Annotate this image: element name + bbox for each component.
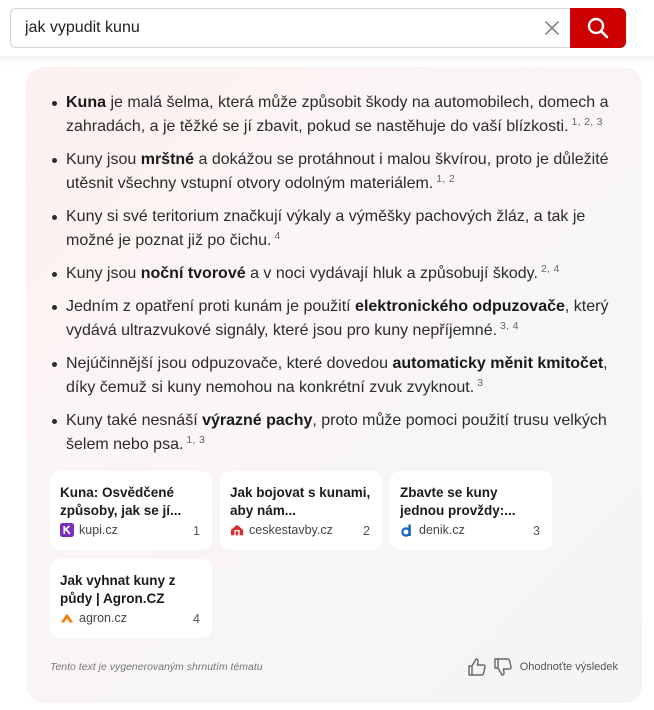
summary-bullet-list: [48, 91, 618, 466]
summary-bullet: [48, 352, 618, 400]
citation-refs[interactable]: 1, 2, 3: [571, 115, 603, 128]
bullet-text: , díky čemuž si kuny nemohou na konkrétní zvuk zvyknout.: [66, 355, 608, 396]
search-icon: [587, 17, 609, 39]
search-bar: [10, 8, 626, 48]
source-card[interactable]: [50, 559, 212, 638]
summary-bullet: [48, 262, 618, 286]
source-card-title: Zbavte se kuny jednou provždy:...: [400, 485, 516, 518]
source-card-title: Kuna: Osvědčené způsoby, jak se jí...: [60, 485, 182, 518]
source-card[interactable]: [50, 471, 212, 550]
header-divider: [0, 56, 654, 66]
ai-summary-panel: [26, 67, 642, 703]
bullet-text: Kuny jsou: [66, 151, 141, 168]
bullet-text: a v noci vydávají hluk a způsobují škody.: [245, 265, 538, 282]
source-number: 4: [193, 612, 200, 626]
source-card-site: [400, 523, 465, 537]
source-number: 2: [363, 524, 370, 538]
bullet-emphasis: výrazné pachy: [202, 412, 313, 429]
bullet-text: je malá šelma, která může způsobit škody na automobilech, domech a zahradách, a je těžké se jí zbavit, pokud se nastěhuje do vaší blízkosti.: [66, 94, 609, 135]
bullet-text: Kuny také nesnáší: [66, 412, 203, 429]
bullet-emphasis: noční tvorové: [140, 265, 246, 282]
source-site-name: agron.cz: [79, 611, 127, 625]
bullet-text: a dokážou se protáhnout i malou škvírou, proto je důležité utěsnit všechny vstupní otvory odolným materiálem.: [66, 151, 609, 192]
source-card-site: [60, 523, 118, 537]
citation-refs[interactable]: 4: [274, 229, 281, 242]
rate-result-label[interactable]: Ohodnoťte výsledek: [519, 661, 618, 673]
source-card-site: [230, 523, 333, 537]
thumbs-up-icon: [467, 657, 487, 677]
kupi-logo-icon: [60, 523, 74, 537]
bullet-emphasis: Kuna: [66, 94, 106, 111]
bullet-text: Jedním z opatření proti kunám je použití: [66, 298, 356, 315]
source-card-title: Jak vyhnat kuny z půdy | Agron.CZ: [60, 573, 176, 606]
summary-bullet: [48, 295, 618, 343]
bullet-text: Nejúčinnější jsou odpuzovače, které dovedou: [66, 355, 393, 372]
source-site-name: denik.cz: [419, 523, 465, 537]
ceskestavby-logo-icon: [230, 523, 244, 537]
close-icon: [545, 21, 559, 35]
bullet-text: , proto může pomoci použití trusu velkých šelem nebo psa.: [66, 412, 607, 453]
summary-bullet: [48, 148, 618, 196]
generated-summary-note: Tento text je vygenerovaným shrnutím tématu: [50, 661, 263, 673]
bullet-emphasis: mrštné: [140, 151, 195, 168]
bullet-text: Kuny si své teritorium značkují výkaly a výměšky pachových žláz, a tak je možné je poznat již po čichu.: [66, 208, 586, 249]
bullet-emphasis: elektronického odpuzovače: [355, 298, 565, 315]
agron-logo-icon: [60, 611, 74, 625]
source-number: 1: [193, 524, 200, 538]
thumbs-down-icon: [493, 657, 513, 677]
citation-refs[interactable]: 2, 4: [540, 262, 560, 275]
source-site-name: kupi.cz: [79, 523, 118, 537]
source-card[interactable]: [390, 471, 552, 550]
feedback-controls: [462, 656, 618, 678]
citation-refs[interactable]: 3, 4: [500, 319, 519, 332]
bullet-text: , který vydává ultrazvukové signály, které jsou pro kuny nepříjemné.: [66, 298, 609, 339]
source-card-site: [60, 611, 127, 625]
clear-search-button[interactable]: [533, 9, 571, 47]
citation-refs[interactable]: 3: [477, 376, 484, 389]
source-card-title: Jak bojovat s kunami, aby nám...: [230, 485, 371, 518]
summary-bullet: [48, 409, 618, 457]
source-card[interactable]: [220, 471, 382, 550]
like-button[interactable]: [466, 656, 488, 678]
denik-logo-icon: [400, 523, 414, 537]
bullet-emphasis: automaticky měnit kmitočet: [392, 355, 604, 372]
search-box: [10, 8, 571, 48]
citation-refs[interactable]: 1, 3: [186, 433, 206, 446]
citation-refs[interactable]: 1, 2: [436, 172, 455, 185]
source-site-name: ceskestavby.cz: [249, 523, 333, 537]
bullet-text: Kuny jsou: [66, 265, 141, 282]
summary-bullet: [48, 91, 618, 139]
dislike-button[interactable]: [492, 656, 514, 678]
source-number: 3: [533, 524, 540, 538]
summary-bullet: [48, 205, 618, 253]
search-button[interactable]: [570, 8, 626, 48]
search-input[interactable]: [11, 9, 533, 47]
